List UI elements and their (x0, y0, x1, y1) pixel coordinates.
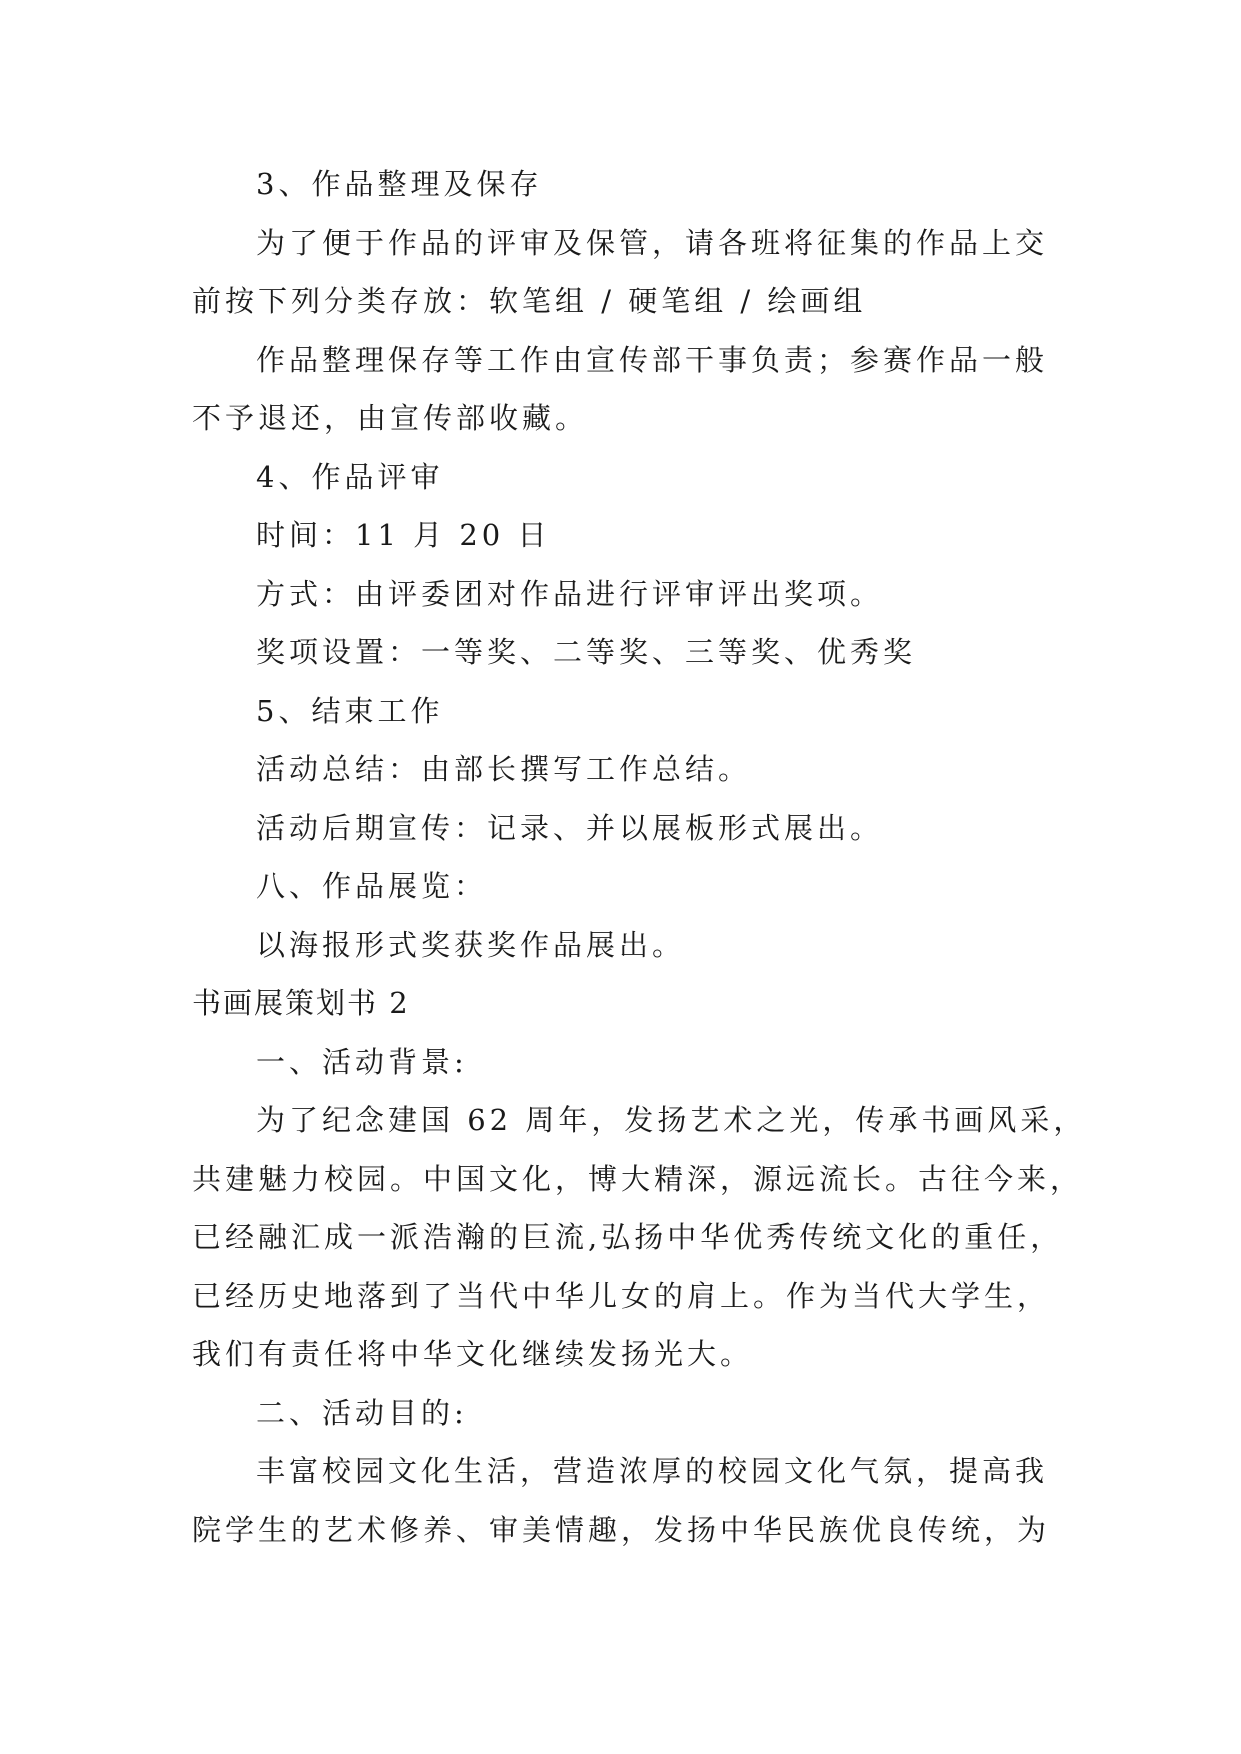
paragraph-line: 作品整理保存等工作由宣传部干事负责；参赛作品一般 (256, 342, 1049, 377)
paragraph-line: 为了便于作品的评审及保管，请各班将征集的作品上交 (256, 225, 1049, 260)
paragraph-line: 院学生的艺术修养、审美情趣，发扬中华民族优良传统，为 (192, 1512, 1051, 1547)
paragraph-line: 活动后期宣传：记录、并以展板形式展出。 (256, 810, 884, 845)
section-heading-8: 八、作品展览： (256, 869, 488, 903)
paragraph-line: 丰富校园文化生活，营造浓厚的校园文化气氛，提高我 (256, 1454, 1049, 1488)
paragraph-line: 时间：11 月 20 日 (256, 518, 551, 552)
paragraph-line: 为了纪念建国 62 周年，发扬艺术之光，传承书画风采， (256, 1103, 1087, 1137)
paragraph-line: 奖项设置：一等奖、二等奖、三等奖、优秀奖 (256, 635, 917, 669)
paragraph-line: 方式：由评委团对作品进行评审评出奖项。 (256, 576, 884, 611)
section-heading-3: 3、作品整理及保存 (256, 167, 543, 201)
section-heading-purpose: 二、活动目的: (256, 1395, 468, 1430)
document-title-2: 书画展策划书 2 (192, 986, 410, 1020)
document-page (192, 155, 1087, 1559)
paragraph-line: 不予退还，由宣传部收藏。 (192, 401, 589, 435)
section-heading-4: 4、作品评审 (256, 459, 444, 494)
paragraph-line: 已经融汇成一派浩瀚的巨流,弘扬中华优秀传统文化的重任， (192, 1220, 1064, 1254)
section-heading-5: 5、结束工作 (256, 693, 444, 728)
paragraph-line: 活动总结：由部长撰写工作总结。 (256, 752, 752, 786)
paragraph-line: 已经历史地落到了当代中华儿女的肩上。作为当代大学生， (192, 1278, 1051, 1313)
paragraph-line: 共建魅力校园。中国文化，博大精深，源远流长。古往今来， (192, 1161, 1084, 1196)
section-heading-background: 一、活动背景: (256, 1044, 468, 1079)
paragraph-line: 前按下列分类存放：软笔组 / 硬笔组 / 绘画组 (192, 284, 867, 318)
paragraph-line: 以海报形式奖获奖作品展出。 (256, 927, 686, 962)
paragraph-line: 我们有责任将中华文化继续发扬光大。 (192, 1337, 754, 1371)
